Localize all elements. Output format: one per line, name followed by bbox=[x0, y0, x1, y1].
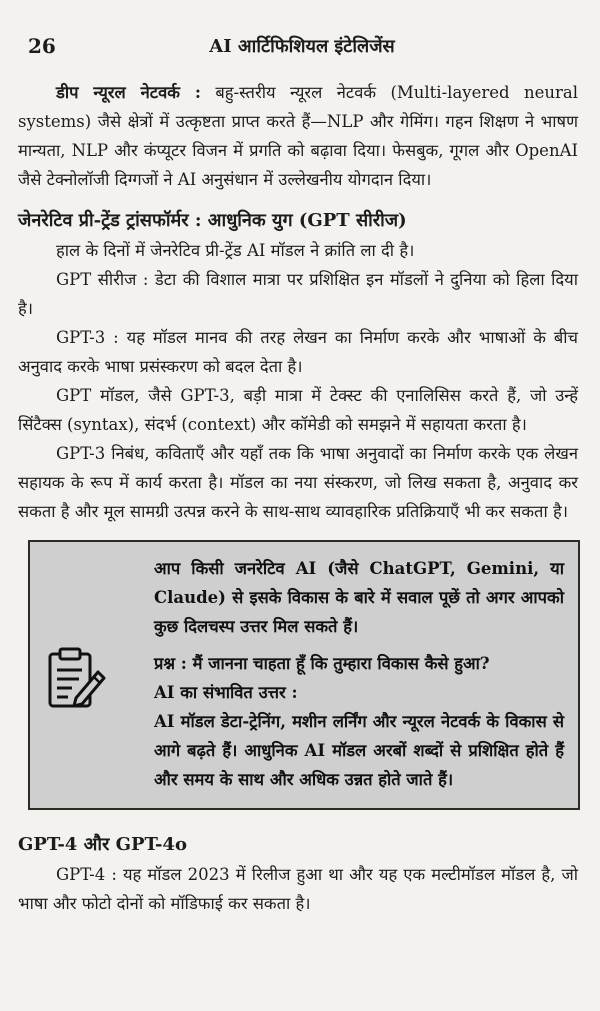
page-body bbox=[18, 78, 578, 918]
gpt-section-heading: जेनरेटिव प्री-ट्रेंड ट्रांसफॉर्मर : आधुनिक युग (GPT सीरीज) bbox=[18, 210, 407, 231]
callout-box bbox=[28, 540, 580, 810]
deep-nn-text: बहु-स्तरीय न्यूरल नेटवर्क (Multi-layered neural systems) जैसे क्षेत्रों में उत्कृष्टता प्राप्त करते हैं—NLP और गेमिंग। गहन शिक्षण ने भाषण मान्यता, NLP और कंप्यूटर विजन में प्रगति को बढ़ावा दिया। फेसबुक, गूगल और OpenAI जैसे टेक्नोलॉजी दिग्गजों ने AI अनुसंधान में उल्लेखनीय योगदान दिया। bbox=[18, 83, 578, 189]
gpt-paragraph-3: GPT-3 : यह मॉडल मानव की तरह लेखन का निर्माण करके और भाषाओं के बीच अनुवाद करके भाषा प्रसंस्करण को बदल देता है। bbox=[18, 328, 578, 376]
gpt4-paragraph: GPT-4 : यह मॉडल 2023 में रिलीज हुआ था और यह एक मल्टीमॉडल मॉडल है, जो भाषा और फोटो दोनों को मॉडिफाई कर सकता है। bbox=[18, 865, 578, 913]
page-header bbox=[28, 34, 576, 64]
callout-intro: आप किसी जनरेटिव AI (जैसे ChatGPT, Gemini, या Claude) से इसके विकास के बारे में सवाल पूछें तो अगर आपको कुछ दिलचस्प उत्तर मिल सकते हैं। bbox=[154, 559, 564, 636]
deep-nn-term: डीप न्यूरल नेटवर्क : bbox=[56, 83, 201, 102]
running-title: AI आर्टिफिशियल इंटेलिजेंस bbox=[209, 36, 395, 57]
gpt-paragraph-4: GPT मॉडल, जैसे GPT-3, बड़ी मात्रा में टेक्स्ट की एनालिसिस करते हैं, जो उन्हें सिंटैक्स (syntax), संदर्भ (context) और कॉमेडी को समझने में सहायता करता है। bbox=[18, 386, 578, 434]
callout-answer-label: AI का संभावित उत्तर : bbox=[154, 683, 298, 702]
page-number: 26 bbox=[28, 34, 56, 58]
clipboard-pencil-icon bbox=[46, 646, 108, 712]
gpt-paragraph-2: GPT सीरीज : डेटा की विशाल मात्रा पर प्रशिक्षित इन मॉडलों ने दुनिया को हिला दिया है। bbox=[18, 270, 578, 318]
callout-answer: AI मॉडल डेटा-ट्रेनिंग, मशीन लर्निंग और न्यूरल नेटवर्क के विकास से आगे बढ़ते हैं। आधुनिक AI मॉडल अरबों शब्दों से प्रशिक्षित होते हैं और समय के साथ और अधिक उन्नत होते जाते हैं। bbox=[154, 712, 564, 789]
deep-nn-paragraph bbox=[18, 78, 578, 194]
gpt-paragraph-1: हाल के दिनों में जेनरेटिव प्री-ट्रेंड AI मॉडल ने क्रांति ला दी है। bbox=[56, 241, 415, 260]
gpt-paragraph-5: GPT-3 निबंध, कविताएँ और यहाँ तक कि भाषा अनुवादों का निर्माण करके एक लेखन सहायक के रूप में कार्य करता है। मॉडल का नया संस्करण, जो लिख सकता है, अनुवाद कर सकता है और मूल सामग्री उत्पन्न करने के साथ-साथ व्यावहारिक प्रतिक्रियाएँ भी कर सकता है। bbox=[18, 444, 578, 521]
callout-question: प्रश्न : मैं जानना चाहता हूँ कि तुम्हारा विकास कैसे हुआ? bbox=[154, 654, 490, 673]
gpt4-heading: GPT-4 और GPT-4o bbox=[18, 834, 187, 855]
